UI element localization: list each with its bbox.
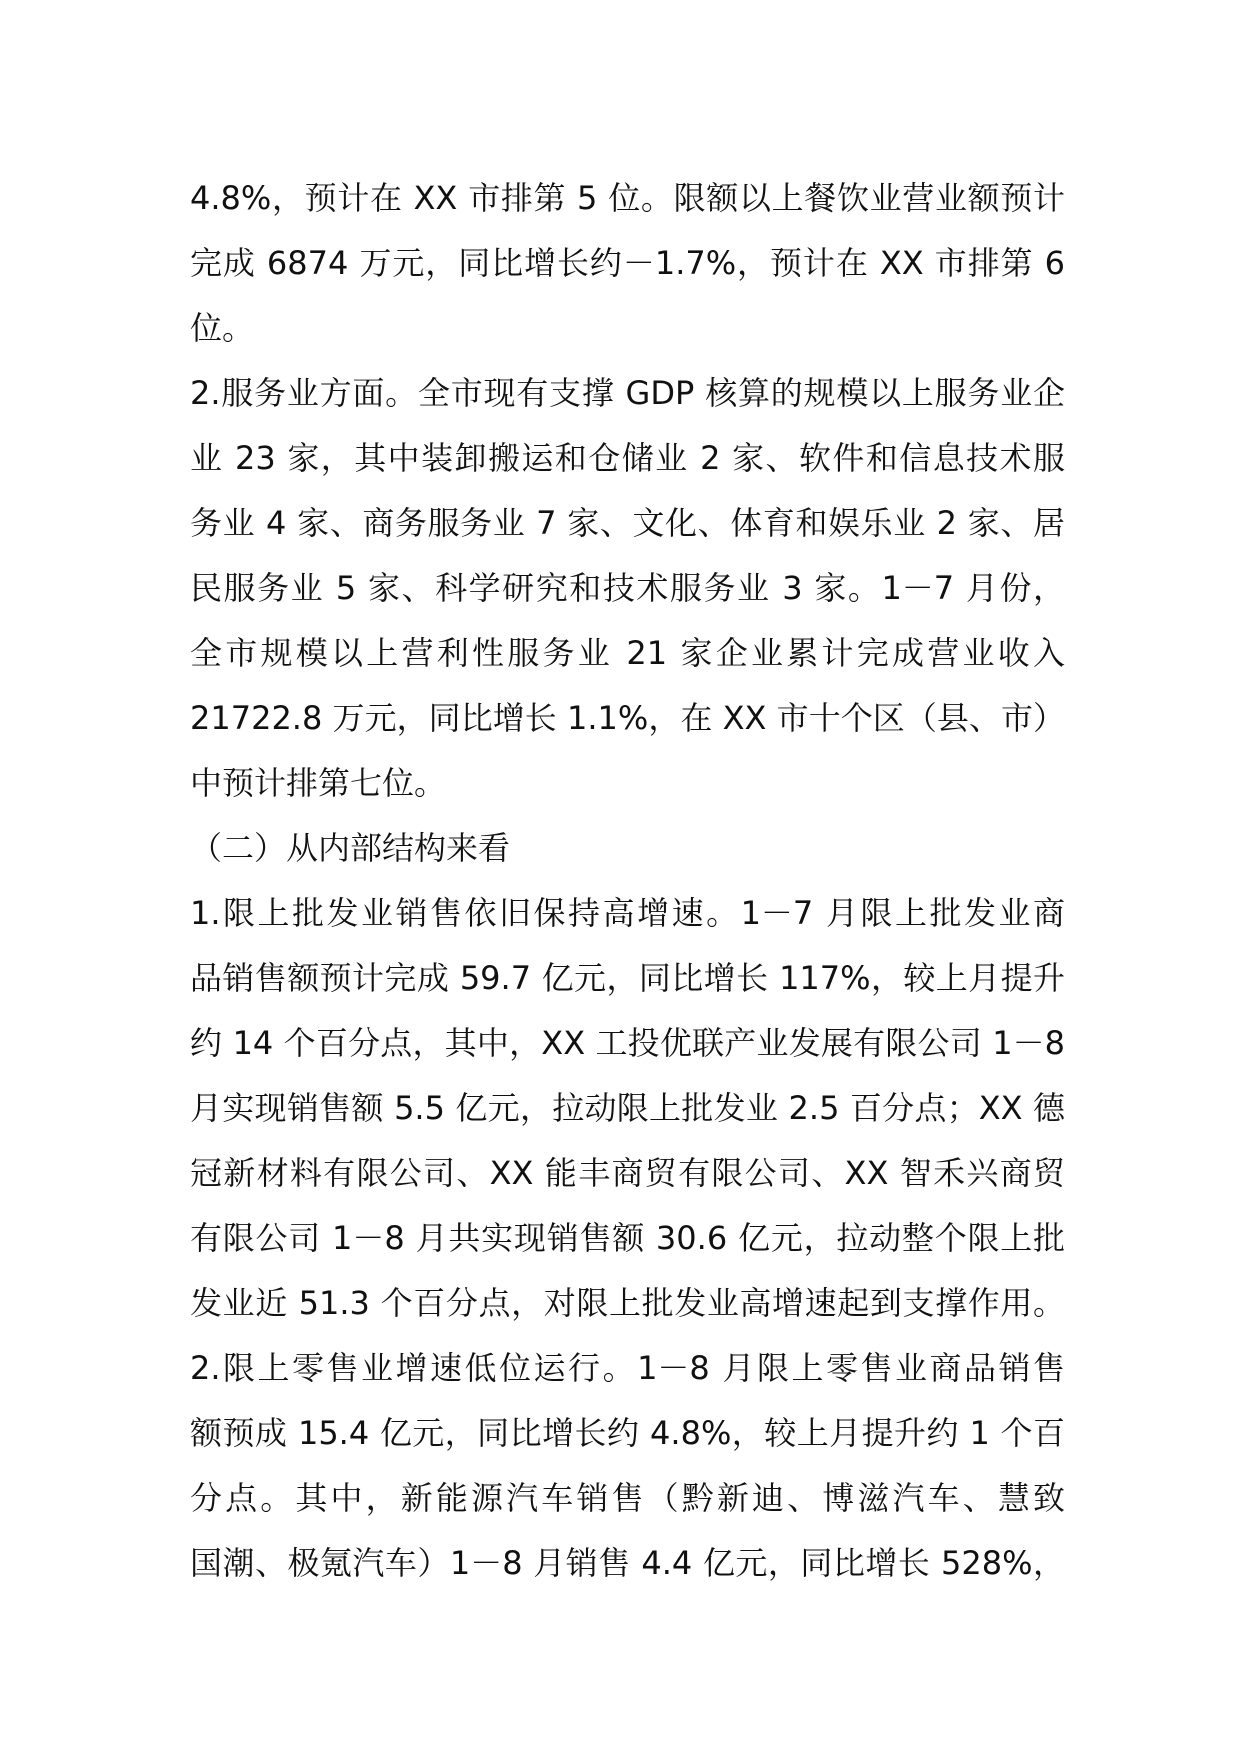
text-line: 有限公司 1－8 月共实现销售额 30.6 亿元，拉动整个限上批 (190, 1219, 1065, 1257)
text-line: 中预计排第七位。 (190, 764, 447, 802)
text-line: 品销售额预计完成 59.7 亿元，同比增长 117%，较上月提升 (190, 959, 1065, 997)
text-line: 分点。其中，新能源汽车销售（黔新迪、博滋汽车、慧致 (190, 1479, 1065, 1517)
text-line: 务业 4 家、商务服务业 7 家、文化、体育和娱乐业 2 家、居 (190, 504, 1065, 542)
section-heading: （二）从内部结构来看 (190, 829, 511, 867)
text-line: 2.服务业方面。全市现有支撑 GDP 核算的规模以上服务业企 (190, 374, 1065, 412)
text-line: 额预成 15.4 亿元，同比增长约 4.8%，较上月提升约 1 个百 (190, 1414, 1065, 1452)
text-line: 约 14 个百分点，其中，XX 工投优联产业发展有限公司 1－8 (190, 1024, 1065, 1062)
text-line: 冠新材料有限公司、XX 能丰商贸有限公司、XX 智禾兴商贸 (190, 1154, 1065, 1192)
text-line: 国潮、极氪汽车）1－8 月销售 4.4 亿元，同比增长 528%， (190, 1544, 1065, 1582)
text-line: 位。 (190, 309, 255, 347)
text-line: 业 23 家，其中装卸搬运和仓储业 2 家、软件和信息技术服 (190, 439, 1065, 477)
text-line: 21722.8 万元，同比增长 1.1%，在 XX 市十个区（县、市） (190, 699, 1065, 737)
text-line: 月实现销售额 5.5 亿元，拉动限上批发业 2.5 百分点；XX 德 (190, 1089, 1065, 1127)
text-line: 完成 6874 万元，同比增长约－1.7%，预计在 XX 市排第 6 (190, 244, 1065, 282)
text-line: 发业近 51.3 个百分点，对限上批发业高增速起到支撑作用。 (190, 1284, 1065, 1322)
text-line: 民服务业 5 家、科学研究和技术服务业 3 家。1－7 月份， (190, 569, 1065, 607)
text-line: 4.8%，预计在 XX 市排第 5 位。限额以上餐饮业营业额预计 (190, 179, 1065, 217)
document-page (190, 166, 1065, 1596)
text-line: 2.限上零售业增速低位运行。1－8 月限上零售业商品销售 (190, 1349, 1065, 1387)
text-line: 1.限上批发业销售依旧保持高增速。1－7 月限上批发业商 (190, 894, 1065, 932)
text-line: 全市规模以上营利性服务业 21 家企业累计完成营业收入 (190, 634, 1065, 672)
